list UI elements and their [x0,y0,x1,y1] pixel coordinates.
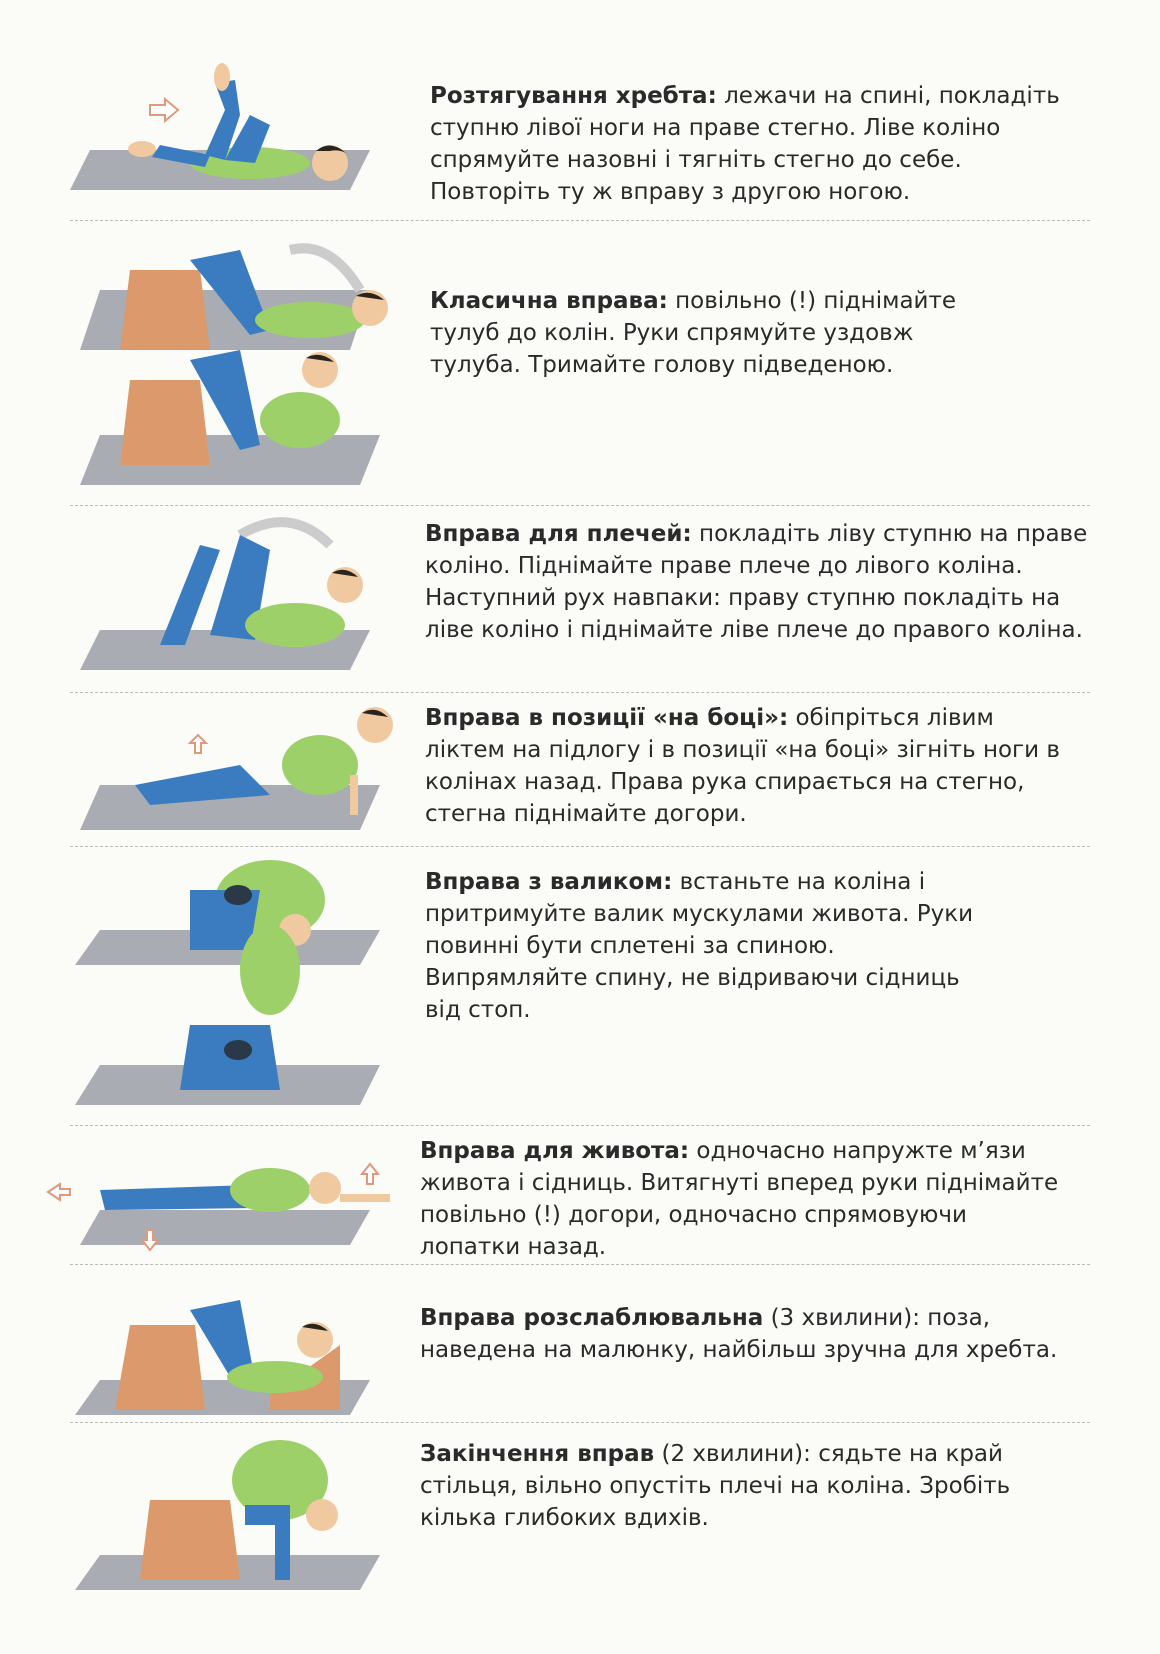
illustration-finishing-exercise [40,1425,400,1595]
exercise-text [425,518,1095,646]
exercise-text [420,1302,1070,1366]
illustration-shoulder-exercise [40,505,400,675]
illustration-spine-stretch [40,55,380,195]
divider [70,846,1090,847]
divider [70,1125,1090,1126]
illustration-abdominal-exercise [40,1150,410,1260]
exercise-text [420,1135,1070,1263]
divider [70,692,1090,693]
illustration-roller-exercise [40,850,400,1110]
exercise-body: встаньте на коліна і притримуйте валик мускулами живота. Руки повинні бути сплетені за спиною. Випрямляйте спину, не відриваючи сідниць від стоп. [425,869,974,1023]
exercise-title: Розтягування хребта: [430,83,717,109]
exercise-title: Вправа з валиком: [425,869,673,895]
exercise-title: Вправа розслаблювальна [420,1305,764,1331]
exercise-title: Класична вправа: [430,288,668,314]
exercise-body: одночасно напружте м’язи живота і сідниць. Витягнуті вперед руки піднімайте повільно (!) догори, одночасно спрямовуючи лопатки назад. [420,1138,1059,1260]
exercise-title: Вправа для живота: [420,1138,690,1164]
illustration-side-position [40,695,400,840]
exercise-body: (2 хвилини): сядьте на край стільця, вільно опустіть плечі на коліна. Зробіть кілька глибоких вдихів. [420,1441,1011,1531]
exercise-text [430,80,1070,208]
exercise-title: Закінчення вправ [420,1441,655,1467]
exercise-title: Вправа в позиції «на боці»: [425,705,789,731]
exercise-body: (3 хвилини): поза, наведена на малюнку, найбільш зручна для хребта. [420,1305,1058,1363]
divider [70,1422,1090,1423]
exercise-body: повільно (!) піднімайте тулуб до колін. Руки спрямуйте уздовж тулуба. Тримайте голову підведеною. [430,288,957,378]
exercise-text [420,1438,1070,1534]
divider [70,220,1090,221]
exercise-text [425,866,985,1026]
exercise-title: Вправа для плечей: [425,521,692,547]
exercise-text [425,702,1065,830]
exercise-text [430,285,1010,381]
illustration-relaxation-exercise [40,1265,390,1415]
illustration-classic-exercise [40,230,400,495]
exercise-body: лежачи на спині, покладіть ступню лівої ноги на праве стегно. Ліве коліно спрямуйте назовні і тягніть стегно до себе. Повторіть ту ж вправу з другою ногою. [430,83,1060,205]
exercise-body: обіпріться лівим ліктем на підлогу і в позиції «на боці» зігніть ноги в колінах назад. Права рука спирається на стегно, стегна піднімайте догори. [425,705,1060,827]
exercise-body: покладіть ліву ступню на праве коліно. Піднімайте праве плече до лівого коліна. Наступний рух навпаки: праву ступню покладіть на ліве коліно і піднімайте ліве плече до правого коліна. [425,521,1088,643]
